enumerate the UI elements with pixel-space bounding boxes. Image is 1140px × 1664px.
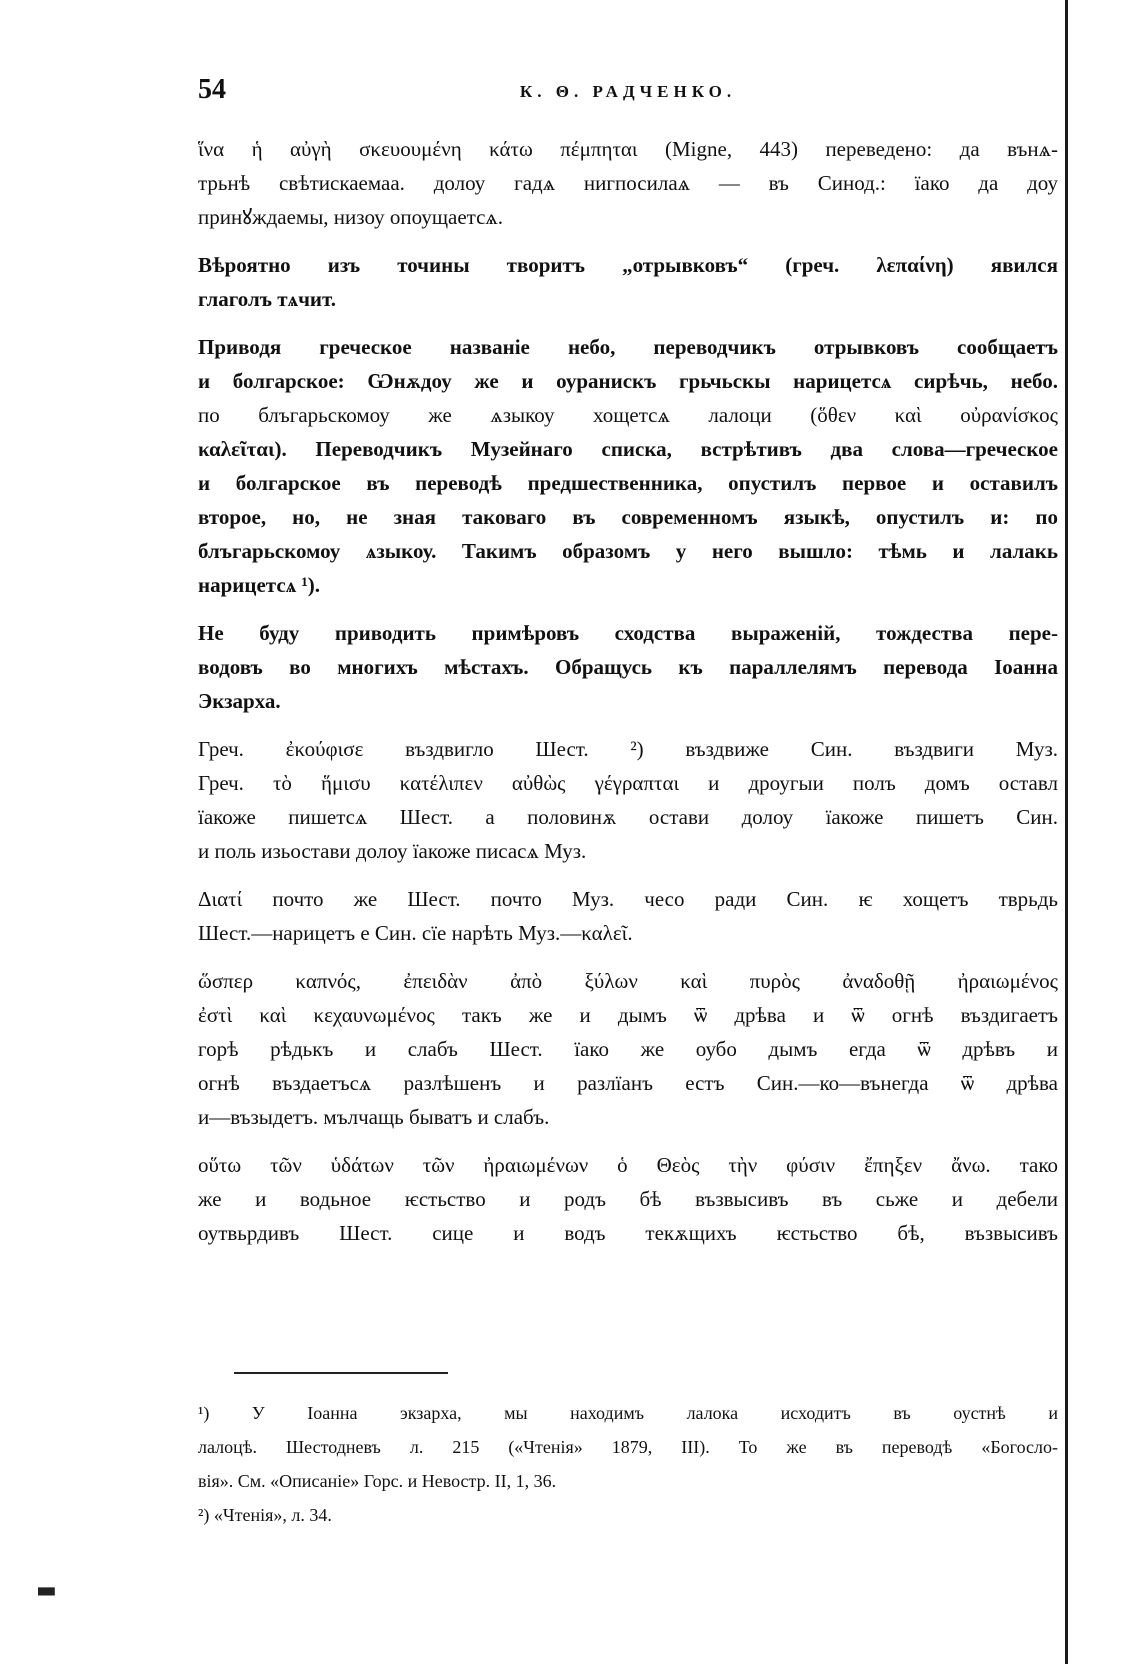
text-line: Διατί почто же Шест. почто Муз. чесо ради Син. ѥ хощетъ тврьдь <box>198 887 1058 911</box>
text-line: їакоже пишетсѧ Шест. а половинѫ остави долоу їакоже пишетъ Син. <box>198 805 1058 829</box>
footnotes <box>198 1396 1058 1532</box>
text-line: блъгарьскомоу ѧзыкоу. Такимъ образомъ у него вышло: тѣмь и лалакь <box>198 539 1058 563</box>
paragraph-gap <box>198 602 1058 616</box>
paragraph-gap <box>198 1134 1058 1148</box>
text-line: οὕτω τῶν ὑδάτων τῶν ἠραιωμένων ὁ Θεὸς τὴν φύσιν ἔπηξεν ἄνω. тако <box>198 1153 1058 1177</box>
paragraph-gap <box>198 868 1058 882</box>
text-line: и болгарское въ переводѣ предшественника, опустилъ первое и оставилъ <box>198 471 1058 495</box>
text-line: принꙋждаемы, низоу опоущаетсѧ. <box>198 205 504 229</box>
text-line: водовъ во многихъ мѣстахъ. Обращусь къ параллелямъ перевода Іоанна <box>198 655 1058 679</box>
margin-arrow-icon: ▬ <box>36 1578 57 1603</box>
footnote-line: ²) «Чтенія», л. 34. <box>198 1505 332 1525</box>
text-line: огнѣ въздаетъсѧ разлѣшенъ и разлїанъ естъ Син.—ко—вънегда ѿ дрѣва <box>198 1071 1058 1095</box>
running-head: К. Θ. РАДЧЕНКО. <box>519 82 737 101</box>
text-line: по блъгарьскомоу же ѧзыкоу хощетсѧ лалоци (ὅθεν καὶ οὐρανίσκος <box>198 403 1058 427</box>
text-line: Приводя греческое названіе небо, переводчикъ отрывковъ сообщаетъ <box>198 335 1058 359</box>
main-text <box>198 132 1058 1250</box>
text-line: Экзарха. <box>198 689 281 713</box>
text-line: и поль изьостави долоу їакоже писасѧ Муз. <box>198 839 587 863</box>
text-line: нарицетсѧ ¹). <box>198 573 320 597</box>
text-line: Греч. τὸ ἥμισυ κατέλιπεν αὐθὼς γέγραπται и дроугыи полъ домъ оставл <box>198 771 1058 795</box>
paragraph-gap <box>198 718 1058 732</box>
page-edge-line <box>1065 0 1068 1664</box>
paragraph-gap <box>198 316 1058 330</box>
text-line: глаголъ тѧчит. <box>198 287 337 311</box>
footnote-line: ¹) У Іоанна экзарха, мы находимъ лалока исходитъ въ оустнѣ и <box>198 1403 1058 1423</box>
text-line: Греч. ἐκούφισε въздвигло Шест. ²) въздвиже Син. въздвиги Муз. <box>198 737 1058 761</box>
text-line: и—възыдетъ. мълчащь быватъ и слабъ. <box>198 1105 550 1129</box>
footnote-line: вія». См. «Описаніе» Горс. и Невостр. II, 1, 36. <box>198 1471 557 1491</box>
text-line: же и водьное ѥстьство и родъ бѣ възвысивъ въ сьже и дебели <box>198 1187 1058 1211</box>
text-line: ὥσπερ καπνός, ἐπειδὰν ἀπὸ ξύλων καὶ πυρὸς ἀναδοθῇ ἠραιωμένος <box>198 969 1058 993</box>
page-header <box>198 74 1058 114</box>
text-line: ἐστὶ καὶ κεχαυνωμένος такъ же и дымъ ѿ дрѣва и ѿ огнѣ въздигаетъ <box>198 1003 1058 1027</box>
text-line: Шест.—нарицетъ е Син. сїе нарѣть Муз.—καλεῖ. <box>198 921 633 945</box>
page-number: 54 <box>198 74 226 105</box>
text-line: καλεῖται). Переводчикъ Музейнаго списка, встрѣтивъ два слова—греческое <box>198 437 1058 461</box>
text-line: Вѣроятно изъ точины творитъ „отрывковъ“ (греч. λεπαίνη) явился <box>198 253 1058 277</box>
text-line: оутвьрдивъ Шест. сице и водъ текѫщихъ ѥстьство бѣ, възвысивъ <box>198 1221 1058 1245</box>
text-line: второе, но, не зная таковаго въ современномъ языкѣ, опустилъ и: по <box>198 505 1058 529</box>
text-line: Не буду приводить примѣровъ сходства выраженій, тождества пере- <box>198 621 1058 645</box>
paragraph-gap <box>198 950 1058 964</box>
paragraph-gap <box>198 234 1058 248</box>
footnote-divider <box>234 1372 448 1374</box>
text-line: ἵνα ἡ αὐγὴ σκευουμένη κάτω πέμπηται (Migne, 443) переведено: да вънѧ- <box>198 137 1058 161</box>
text-line: горѣ рѣдькъ и слабъ Шест. їако же оубо дымъ егда ѿ дрѣвъ и <box>198 1037 1058 1061</box>
footnote-line: лалоцѣ. Шестодневъ л. 215 («Чтенія» 1879, III). То же въ переводѣ «Богосло- <box>198 1437 1058 1457</box>
text-line: трьнѣ свѣтискаемаа. долоу гадѧ нигпосилаѧ — въ Синод.: їако да доу <box>198 171 1058 195</box>
text-line: и болгарское: Ѡнѫдоу же и оуранискъ грьчьскы нарицетсѧ сирѣчь, небо. <box>198 369 1058 393</box>
